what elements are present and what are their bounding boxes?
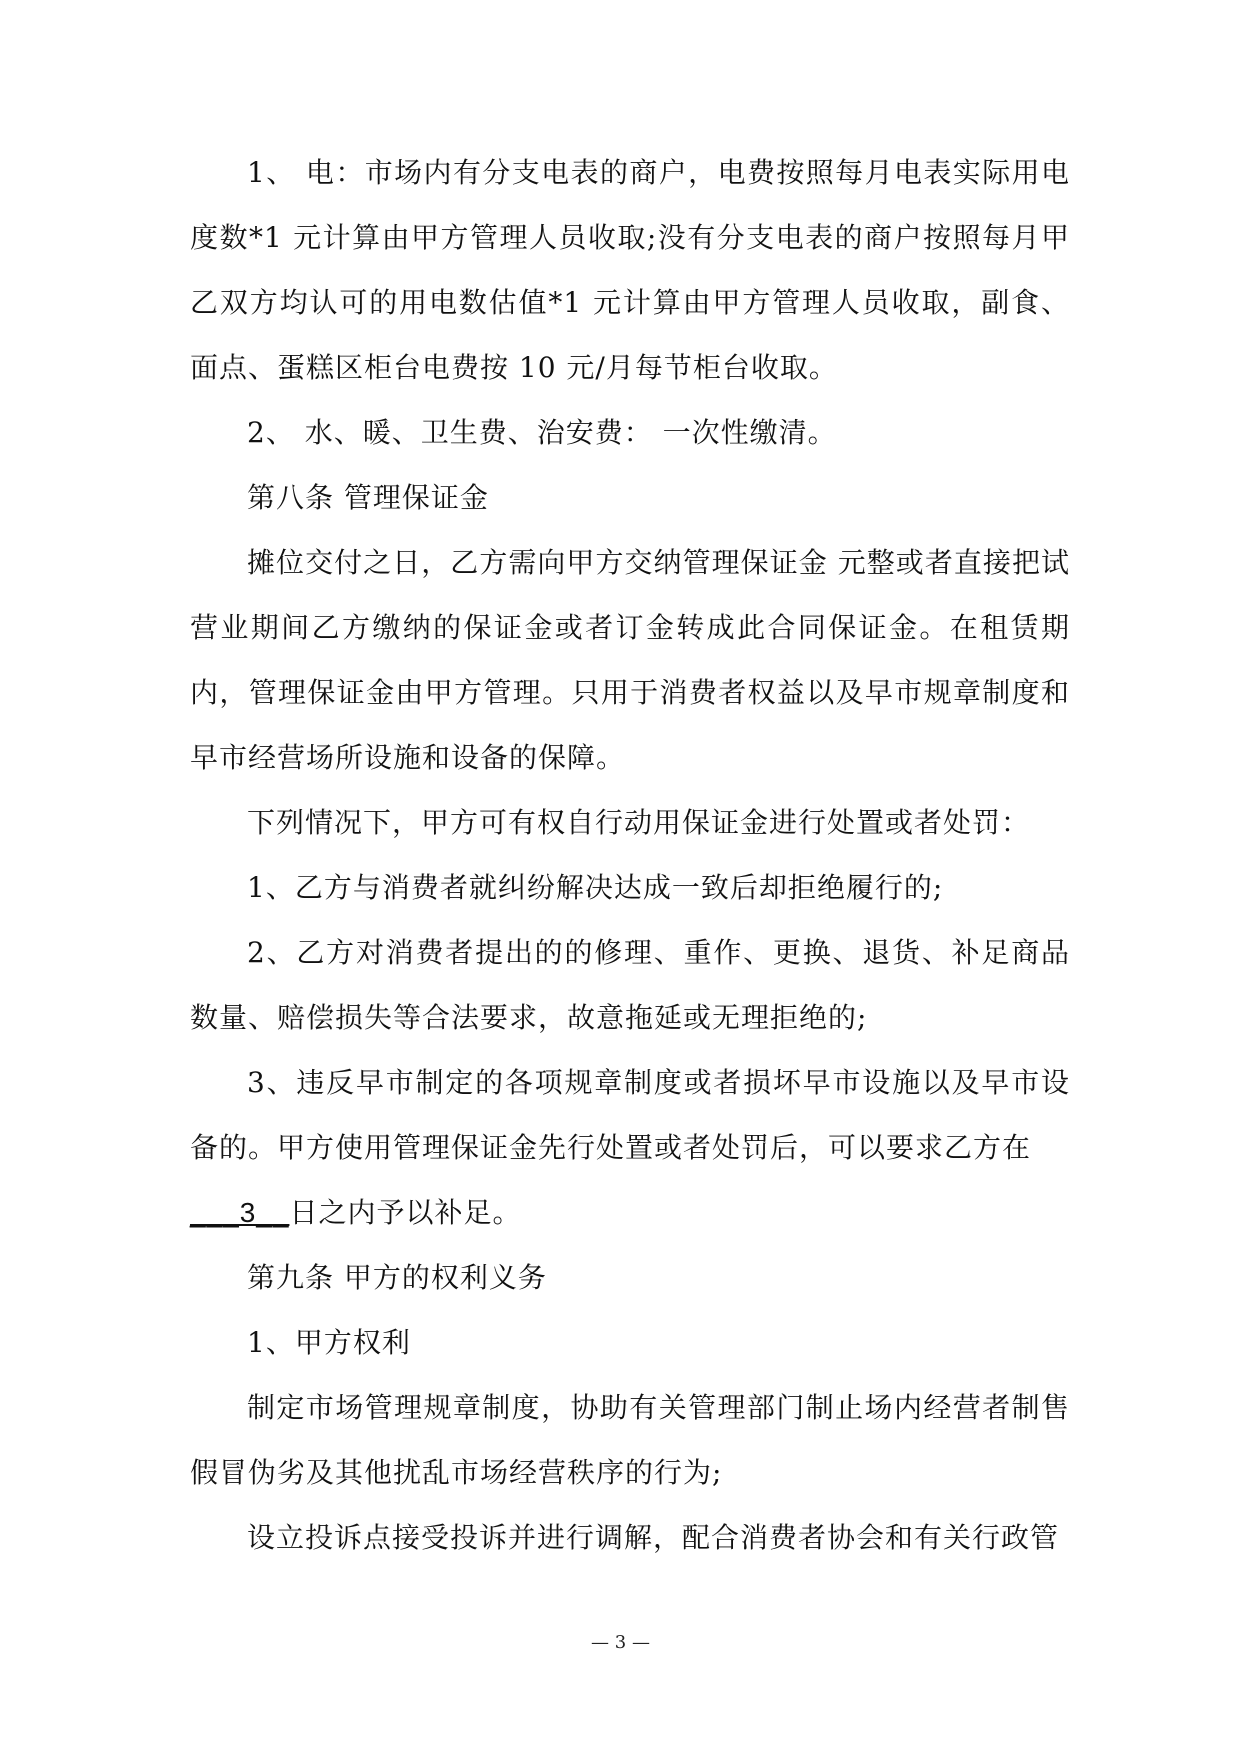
paragraph-deposit: 摊位交付之日，乙方需向甲方交纳管理保证金 元整或者直接把试营业期间乙方缴纳的保证金或者订金转成此合同保证金。在租赁期内，管理保证金由甲方管理。只用于消费者权益以及早市规章制度和早市经营场所设施和设备的保障。	[190, 546, 1070, 774]
heading-article-9: 第九条 甲方的权利义务	[247, 1261, 547, 1294]
paragraph-water-heating: 2、 水、暖、卫生费、治安费： 一次性缴清。	[247, 416, 837, 449]
days-line-text: 日之内予以补足。	[289, 1196, 522, 1229]
page-number: — 3 —	[591, 1632, 650, 1653]
paragraph-rules: 制定市场管理规章制度，协助有关管理部门制止场内经营者制售假冒伪劣及其他扰乱市场经营秩序的行为;	[190, 1391, 1070, 1489]
paragraph-days-line	[190, 1180, 1070, 1245]
paragraph-deposit-conditions: 下列情况下，甲方可有权自行动用保证金进行处置或者处罚：	[247, 806, 1031, 839]
heading-article-8: 第八条 管理保证金	[247, 481, 489, 514]
list-item-condition-3: 3、违反早市制定的各项规章制度或者损坏早市设施以及早市设备的。甲方使用管理保证金先行处置或者处罚后，可以要求乙方在	[190, 1066, 1070, 1164]
paragraph-electricity: 1、 电：市场内有分支电表的商户，电费按照每月电表实际用电度数*1 元计算由甲方管理人员收取;没有分支电表的商户按照每月甲乙双方均认可的用电数估值*1 元计算由甲方管理人员收取，副食、面点、蛋糕区柜台电费按 10 元/月每节柜台收取。	[190, 156, 1070, 384]
blank-days-field: ___3__	[190, 1197, 290, 1228]
list-item-condition-2: 2、乙方对消费者提出的的修理、重作、更换、退货、补足商品数量、赔偿损失等合法要求，故意拖延或无理拒绝的;	[190, 936, 1070, 1034]
paragraph-complaints: 设立投诉点接受投诉并进行调解，配合消费者协会和有关行政管	[247, 1521, 1060, 1554]
subheading-party-a-rights: 1、甲方权利	[247, 1326, 411, 1359]
list-item-condition-1: 1、乙方与消费者就纠纷解决达成一致后却拒绝履行的;	[247, 871, 944, 904]
